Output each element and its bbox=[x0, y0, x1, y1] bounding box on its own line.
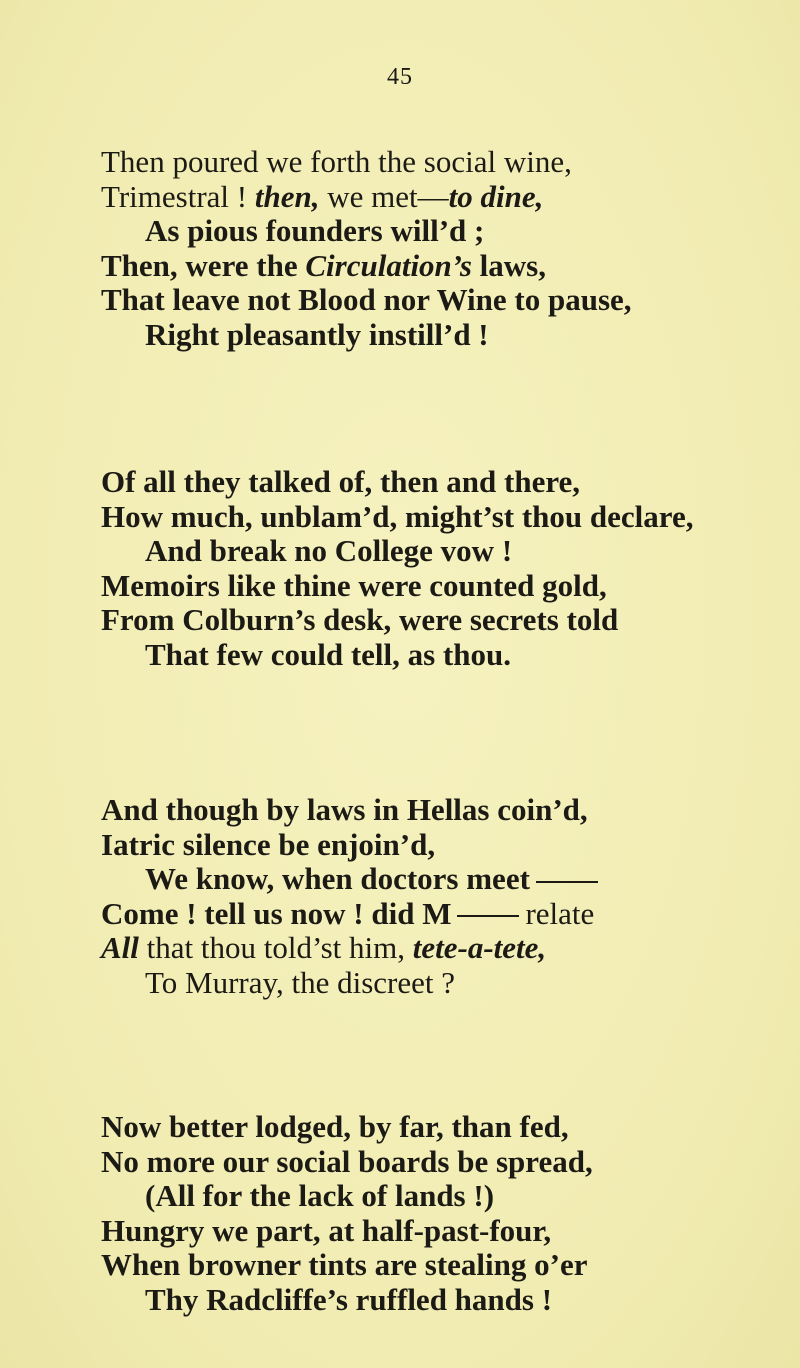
line-text: Trimestral ! bbox=[101, 178, 255, 214]
poem-line bbox=[101, 1213, 551, 1249]
line-text: (All for the lack of lands !) bbox=[145, 1178, 495, 1213]
line-text: laws, bbox=[471, 247, 546, 283]
poem-line bbox=[101, 602, 618, 638]
em-dash-rule bbox=[457, 915, 519, 917]
poem-line bbox=[101, 282, 632, 318]
line-text: Memoirs like thine were counted gold, bbox=[101, 567, 607, 603]
line-text: relate bbox=[525, 895, 595, 931]
poem-line bbox=[101, 1144, 593, 1180]
poem-line bbox=[145, 213, 484, 249]
line-text: Of all they talked of, then and there, bbox=[101, 464, 581, 499]
poem-line bbox=[145, 861, 604, 897]
poem-line bbox=[145, 533, 512, 569]
italic-text: tete-a-tete, bbox=[412, 930, 547, 965]
italic-text: All bbox=[101, 930, 139, 965]
poem-line bbox=[145, 1282, 552, 1318]
poem-line bbox=[101, 144, 572, 180]
italic-text: then, bbox=[254, 178, 320, 214]
line-text: Then poured we forth the social wine, bbox=[101, 144, 572, 179]
poem-line bbox=[101, 896, 594, 932]
line-text: Come ! tell us now ! did M bbox=[101, 895, 452, 931]
em-dash-rule bbox=[536, 881, 598, 883]
poem-line bbox=[145, 965, 455, 1001]
line-text: How much, unblam’d, might’st thou declare, bbox=[101, 498, 694, 534]
poem-line bbox=[101, 827, 435, 863]
line-text: To Murray, the discreet ? bbox=[145, 964, 455, 1000]
line-text: That leave not Blood nor Wine to pause, bbox=[101, 282, 632, 317]
poem-line bbox=[101, 464, 580, 500]
page-number: 45 bbox=[387, 64, 413, 90]
line-text: Iatric silence be enjoin’d, bbox=[101, 826, 436, 862]
italic-text: Circulation’s bbox=[305, 247, 472, 283]
line-text: Then, were the bbox=[101, 247, 306, 283]
line-text: Now better lodged, by far, than fed, bbox=[101, 1109, 569, 1144]
poem-line bbox=[145, 1178, 494, 1214]
poem-line bbox=[101, 568, 607, 604]
poem-line bbox=[101, 1247, 588, 1283]
line-text: Thy Radcliffe’s ruffled hands ! bbox=[145, 1281, 553, 1317]
line-text: As pious founders will’d ; bbox=[145, 213, 485, 248]
line-text: We know, when doctors meet bbox=[145, 861, 530, 896]
line-text: No more our social boards be spread, bbox=[101, 1143, 593, 1179]
line-text: That few could tell, as thou. bbox=[145, 636, 511, 672]
poem-line bbox=[101, 1109, 569, 1145]
line-text: And though by laws in Hellas coin’d, bbox=[101, 792, 588, 827]
line-text: From Colburn’s desk, were secrets told bbox=[101, 602, 619, 637]
line-text: we met— bbox=[319, 178, 449, 214]
line-text: And break no College vow ! bbox=[145, 533, 513, 568]
poem-line bbox=[101, 248, 546, 284]
poem-line bbox=[101, 792, 588, 828]
line-text: Hungry we part, at half-past-four, bbox=[101, 1212, 552, 1248]
line-text: that thou told’st him, bbox=[138, 930, 413, 965]
italic-text: to dine, bbox=[448, 178, 544, 214]
poem-line bbox=[145, 637, 511, 673]
poem-line bbox=[101, 930, 546, 966]
poem-line bbox=[101, 499, 693, 535]
line-text: Right pleasantly instill’d ! bbox=[145, 316, 489, 352]
line-text: When browner tints are stealing o’er bbox=[101, 1247, 588, 1282]
poem-line bbox=[101, 179, 543, 215]
poem-line bbox=[145, 317, 489, 353]
